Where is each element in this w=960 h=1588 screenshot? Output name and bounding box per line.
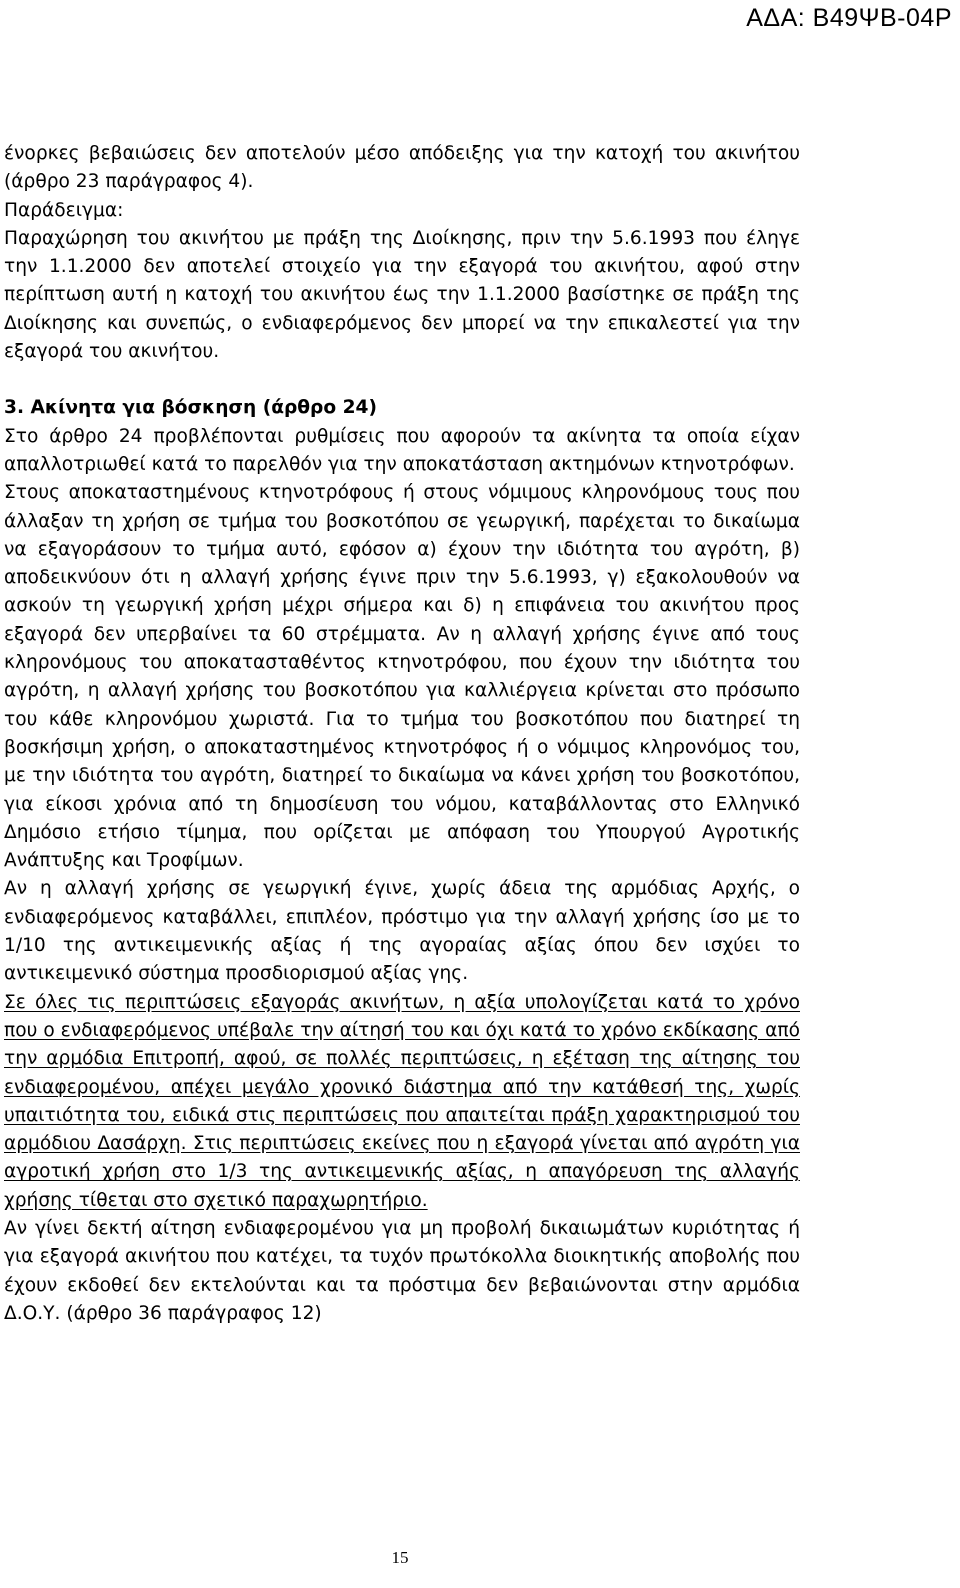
section-heading: 3. Ακίνητα για βόσκηση (άρθρο 24) [4, 397, 377, 419]
paragraph-gap [4, 366, 800, 394]
page-number: 15 [391, 1548, 409, 1567]
paragraph-article-24: Στο άρθρο 24 προβλέπονται ρυθμίσεις που αφορούν τα ακίνητα τα οποία είχαν απαλλοτριωθεί κατά το παρελθόν για την αποκατάσταση ακτημόνων κτηνοτρόφων. [4, 425, 800, 475]
document-body [4, 140, 800, 1328]
example-label: Παράδειγμα: [4, 199, 124, 221]
paragraph-penalty: Αν η αλλαγή χρήσης σε γεωργική έγινε, χωρίς άδεια της αρμόδιας Αρχής, ο ενδιαφερόμενος καταβάλλει, επιπλέον, πρόστιμο για την αλλαγή χρήσης ίσο με το 1/10 της αντικειμενικής αξίας ή της αγοραίας αξίας όπου δεν ισχύει το αντικειμενικό σύστημα προσδιορισμού αξίας γης. [4, 878, 800, 985]
paragraph-intro: ένορκες βεβαιώσεις δεν αποτελούν μέσο απόδειξης για την κατοχή του ακινήτου (άρθρο 23 παράγραφος 4). [4, 143, 800, 193]
paragraph-example: Παραχώρηση του ακινήτου με πράξη της Διοίκησης, πριν την 5.6.1993 που έληγε την 1.1.2000 δεν αποτελεί στοιχείο για την εξαγορά του ακινήτου, αφού στην περίπτωση αυτή η κατοχή του ακινήτου έως την 1.1.2000 βασίστηκε σε πράξη της Διοίκησης και συνεπώς, ο ενδιαφερόμενος δεν μπορεί να την επικαλεστεί για την εξαγορά του ακινήτου. [4, 227, 800, 363]
paragraph-valuation-underlined: Σε όλες τις περιπτώσεις εξαγοράς ακινήτων, η αξία υπολογίζεται κατά το χρόνο που ο ενδιαφερόμενος υπέβαλε την αίτησή του και όχι κατά το χρόνο εκδίκασης από την αρμόδια Επιτροπή, αφού, σε πολλές περιπτώσεις, η εξέταση της αίτησης του ενδιαφερομένου, απέχει μεγάλο χρονικό διάστημα από την κατάθεσή της, χωρίς υπαιτιότητα του, ειδικά στις περιπτώσεις που απαιτείται πράξη χαρακτηρισμού του αρμόδιου Δασάρχη. Στις περιπτώσεις εκείνες που η εξαγορά γίνεται από αγρότη για αγροτική χρήση στο 1/3 της αντικειμενικής αξίας, η απαγόρευση της αλλαγής χρήσης τίθεται στο σχετικό παραχωρητήριο. [4, 991, 800, 1211]
paragraph-eviction-protocols: Αν γίνει δεκτή αίτηση ενδιαφερομένου για μη προβολή δικαιωμάτων κυριότητας ή για εξαγορά ακινήτου που κατέχει, τα τυχόν πρωτόκολλα διοικητικής αποβολής που έχουν εκδοθεί δεν εκτελούνται και τα πρόστιμα δεν βεβαιώνονται στην αρμόδια Δ.Ο.Υ. (άρθρο 36 παράγραφος 12) [4, 1217, 800, 1324]
ada-code: ΑΔΑ: Β49ΨΒ-04Ρ [746, 4, 952, 32]
paragraph-rehabilitated-farmers: Στους αποκαταστημένους κτηνοτρόφους ή στους νόμιμους κληρονόμους τους που άλλαξαν τη χρήση σε τμήμα του βοσκοτόπου σε γεωργική, παρέχεται το δικαίωμα να εξαγοράσουν το τμήμα αυτό, εφόσον α) έχουν την ιδιότητα του αγρότη, β) αποδεικνύουν ότι η αλλαγή χρήσης έγινε πριν την 5.6.1993, γ) εξακολουθούν να ασκούν τη γεωργική χρήση μέχρι σήμερα και δ) η επιφάνεια του ακινήτου προς εξαγορά δεν υπερβαίνει τα 60 στρέμματα. Αν η αλλαγή χρήσης έγινε από τους κληρονόμους του αποκατασταθέντος κτηνοτρόφου, που έχουν την ιδιότητα του αγρότη, η αλλαγή χρήσης του βοσκοτόπου για καλλιέργεια κρίνεται στο πρόσωπο του κάθε κληρονόμου χωριστά. Για το τμήμα του βοσκοτόπου που διατηρεί τη βοσκήσιμη χρήση, ο αποκαταστημένος κτηνοτρόφος ή ο νόμιμος κληρονόμος του, με την ιδιότητα του αγρότη, διατηρεί το δικαίωμα να κάνει χρήση του βοσκοτόπου, για είκοσι χρόνια από τη δημοσίευση του νόμου, καταβάλλοντας στο Ελληνικό Δημόσιο ετήσιο τίμημα, που ορίζεται με απόφαση του Υπουργού Αγροτικής Ανάπτυξης και Τροφίμων. [4, 482, 800, 872]
